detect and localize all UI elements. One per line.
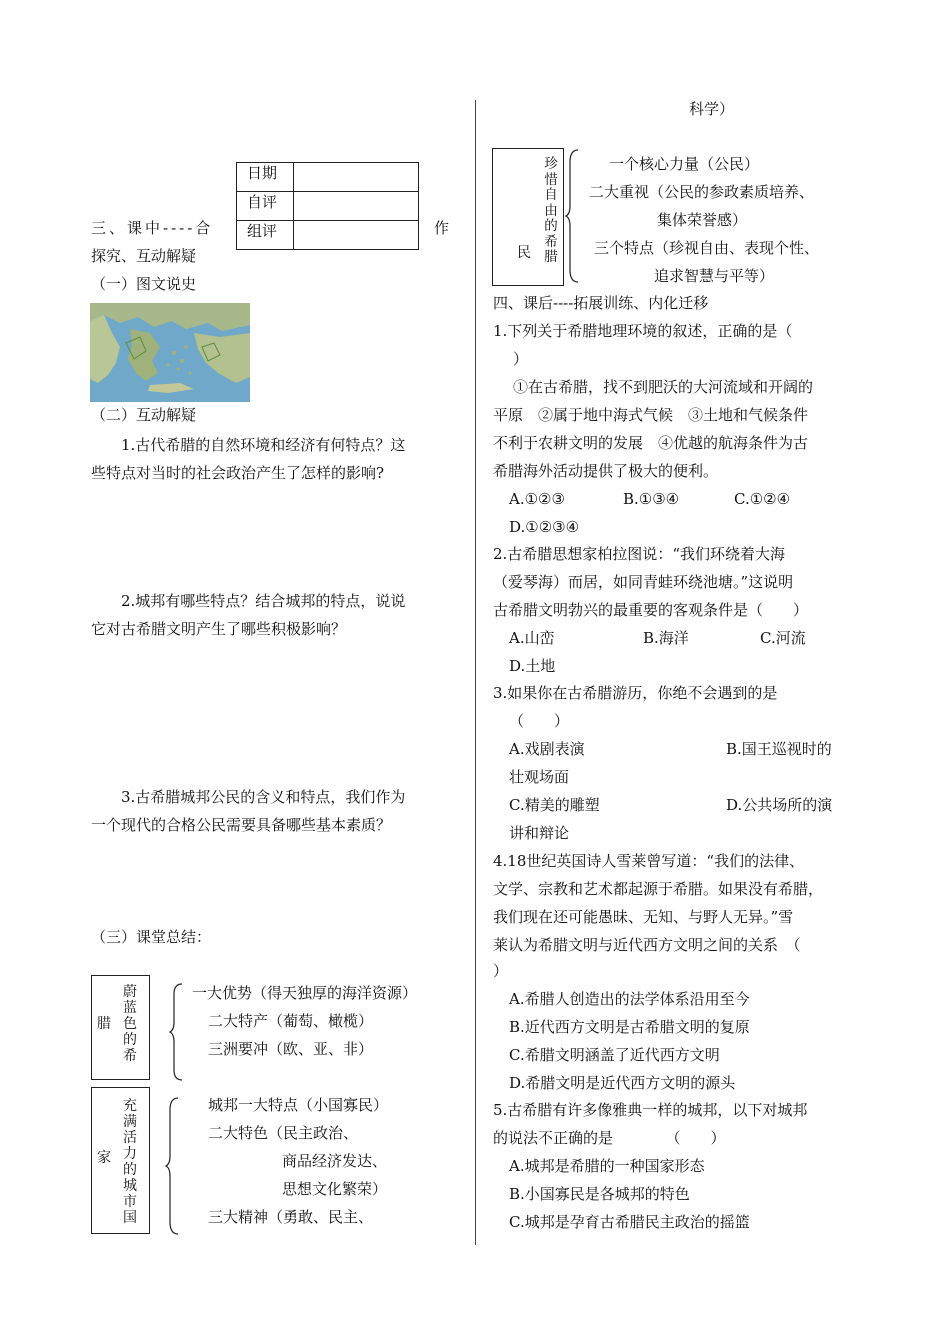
summary-box-2-item: 城邦一大特点（小国寡民） (208, 1096, 389, 1114)
eval-cell-self[interactable] (294, 192, 419, 221)
exercise-5-stem: 5.古希腊有许多像雅典一样的城邦，以下对城邦 (493, 1101, 808, 1119)
exercise-1-option-c[interactable]: C.①②④ (734, 490, 791, 508)
exercise-1-stem: ①在古希腊，找不到肥沃的大河流域和开阔的 (513, 378, 814, 396)
question-3-line2: 一个现代的合格公民需要具备哪些基本素质？ (91, 816, 392, 834)
table-row (237, 221, 419, 250)
exercise-2-option-b[interactable]: B.海洋 (643, 629, 689, 647)
question-2-line2: 它对古希腊文明产生了哪些积极影响？ (91, 620, 347, 638)
eval-label-group: 组评 (237, 221, 294, 250)
exercise-2-option-d[interactable]: D.土地 (509, 657, 556, 675)
exercise-1-stem: 平原 ②属于地中海式气候 ③土地和气候条件 (493, 406, 809, 424)
exercise-4-stem: 我们现在还可能愚昧、无知、与野人无异。”雪 (493, 908, 794, 926)
summary-box-2-item: 思想文化繁荣） (282, 1180, 388, 1198)
summary-box-1-vertical-text: 蔚蓝色的希 (123, 984, 137, 1064)
exercise-4-option-a[interactable]: A.希腊人创造出的法学体系沿用至今 (509, 990, 750, 1008)
brace-icon (170, 982, 184, 1082)
question-1-line1: 1.古代希腊的自然环境和经济有何特点？这 (121, 436, 406, 454)
exercise-3-option-c[interactable]: C.精美的雕塑 (509, 796, 600, 814)
question-2-line1: 2.城邦有哪些特点？结合城邦的特点，说说 (121, 592, 406, 610)
subheading-map: （一）图文说史 (91, 275, 197, 293)
exercise-1-stem: 1.下列关于希腊地理环境的叙述，正确的是（ (493, 322, 793, 340)
exercise-5-option-b[interactable]: B.小国寡民是各城邦的特色 (509, 1185, 690, 1203)
exercise-5-option-c[interactable]: C.城邦是孕育古希腊民主政治的摇篮 (509, 1213, 750, 1231)
eval-label-self: 自评 (237, 192, 294, 221)
section4-heading: 四、课后----拓展训练、内化迁移 (493, 294, 709, 312)
exercise-4-stem: ） (493, 962, 509, 980)
summary-box-3-item: 一个核心力量（公民） (609, 155, 760, 173)
summary-box-3-item: 三个特点（珍视自由、表现个性、 (594, 239, 820, 257)
eval-label-date: 日期 (237, 163, 294, 192)
exercise-1-option-b[interactable]: B.①③④ (623, 490, 680, 508)
question-3-line1: 3.古希腊城邦公民的含义和特点，我们作为 (121, 788, 406, 806)
exercise-3-stem: 3.如果你在古希腊游历，你绝不会遇到的是 (493, 684, 778, 702)
section3-heading: 三、课中----合 (91, 219, 214, 237)
exercise-1-stem: 不利于农耕文明的发展 ④优越的航海条件为古 (493, 434, 809, 452)
section3-heading-line2: 探究、互动解疑 (91, 247, 197, 265)
evaluation-table (236, 162, 419, 250)
exercise-5-stem: 的说法不正确的是 （ ） (493, 1129, 726, 1147)
exercise-2-stem: 2.古希腊思想家柏拉图说：“我们环绕着大海 (493, 545, 785, 563)
summary-box-1-item: 三洲要冲（欧、亚、非） (208, 1040, 374, 1058)
exercise-2-stem: 古希腊文明勃兴的最重要的客观条件是（ ） (493, 601, 809, 619)
eval-cell-date[interactable] (294, 163, 419, 192)
carryover-text: 科学） (689, 100, 735, 118)
summary-box-2-item: 二大特色（民主政治、 (208, 1124, 359, 1142)
summary-box-1-item: 二大特产（葡萄、橄榄） (208, 1012, 374, 1030)
exercise-4-stem: 文学、宗教和艺术都起源于希腊。如果没有希腊， (493, 880, 824, 898)
exercise-1-option-a[interactable]: A.①②③ (509, 490, 565, 508)
subheading-interactive: （二）互动解疑 (91, 406, 197, 424)
summary-box-3-item: 集体荣誉感） (657, 211, 748, 229)
exercise-1-option-d[interactable]: D.①②③④ (509, 518, 580, 536)
greece-map-image (90, 303, 250, 402)
exercise-4-option-c[interactable]: C.希腊文明涵盖了近代西方文明 (509, 1046, 720, 1064)
column-divider (475, 100, 476, 1245)
exercise-2-stem: （爱琴海）而居，如同青蛙环绕池塘。”这说明 (493, 573, 794, 591)
eval-cell-group[interactable] (294, 221, 419, 250)
exercise-4-stem: 莱认为希腊文明与近代西方文明之间的关系 （ (493, 936, 801, 954)
exercise-2-option-a[interactable]: A.山峦 (509, 629, 555, 647)
exercise-3-stem: （ ） (509, 712, 570, 730)
summary-box-2-side-char: 家 (97, 1150, 111, 1166)
summary-box-3-item: 追求智慧与平等） (654, 267, 775, 285)
exercise-3-option-a[interactable]: A.戏剧表演 (509, 740, 585, 758)
exercise-4-option-b[interactable]: B.近代西方文明是古希腊文明的复原 (509, 1018, 750, 1036)
subheading-summary: （三）课堂总结： (91, 928, 212, 946)
brace-icon (566, 148, 580, 284)
exercise-3-option-b-cont: 壮观场面 (509, 768, 570, 786)
summary-box-3-side-char: 民 (517, 245, 531, 261)
summary-box-1-item: 一大优势（得天独厚的海洋资源） (192, 984, 418, 1002)
exercise-2-option-c[interactable]: C.河流 (760, 629, 806, 647)
exercise-3-option-d-cont: 讲和辩论 (509, 824, 570, 842)
summary-box-3-vertical-text: 珍惜自由的希腊 (544, 156, 558, 265)
exercise-1-stem: ） (513, 350, 529, 368)
summary-box-2-item: 三大精神（勇敢、民主、 (208, 1208, 374, 1226)
exercise-1-stem: 希腊海外活动提供了极大的便利。 (493, 462, 719, 480)
brace-icon (166, 1096, 180, 1236)
section3-heading-tail: 作 (434, 219, 450, 237)
exercise-5-option-a[interactable]: A.城邦是希腊的一种国家形态 (509, 1157, 705, 1175)
summary-box-1-side-char: 腊 (97, 1016, 111, 1032)
question-1-line2: 些特点对当时的社会政治产生了怎样的影响? (91, 464, 385, 482)
exercise-3-option-b[interactable]: B.国王巡视时的 (726, 740, 832, 758)
table-row (237, 163, 419, 192)
summary-box-2-vertical-text: 充满活力的城市国 (123, 1098, 137, 1226)
table-row (237, 192, 419, 221)
summary-box-2-item: 商品经济发达、 (282, 1152, 388, 1170)
summary-box-3-item: 二大重视（公民的参政素质培养、 (589, 183, 815, 201)
exercise-4-option-d[interactable]: D.希腊文明是近代西方文明的源头 (509, 1074, 736, 1092)
exercise-3-option-d[interactable]: D.公共场所的演 (726, 796, 833, 814)
exercise-4-stem: 4.18世纪英国诗人雪莱曾写道：“我们的法律、 (493, 852, 805, 870)
